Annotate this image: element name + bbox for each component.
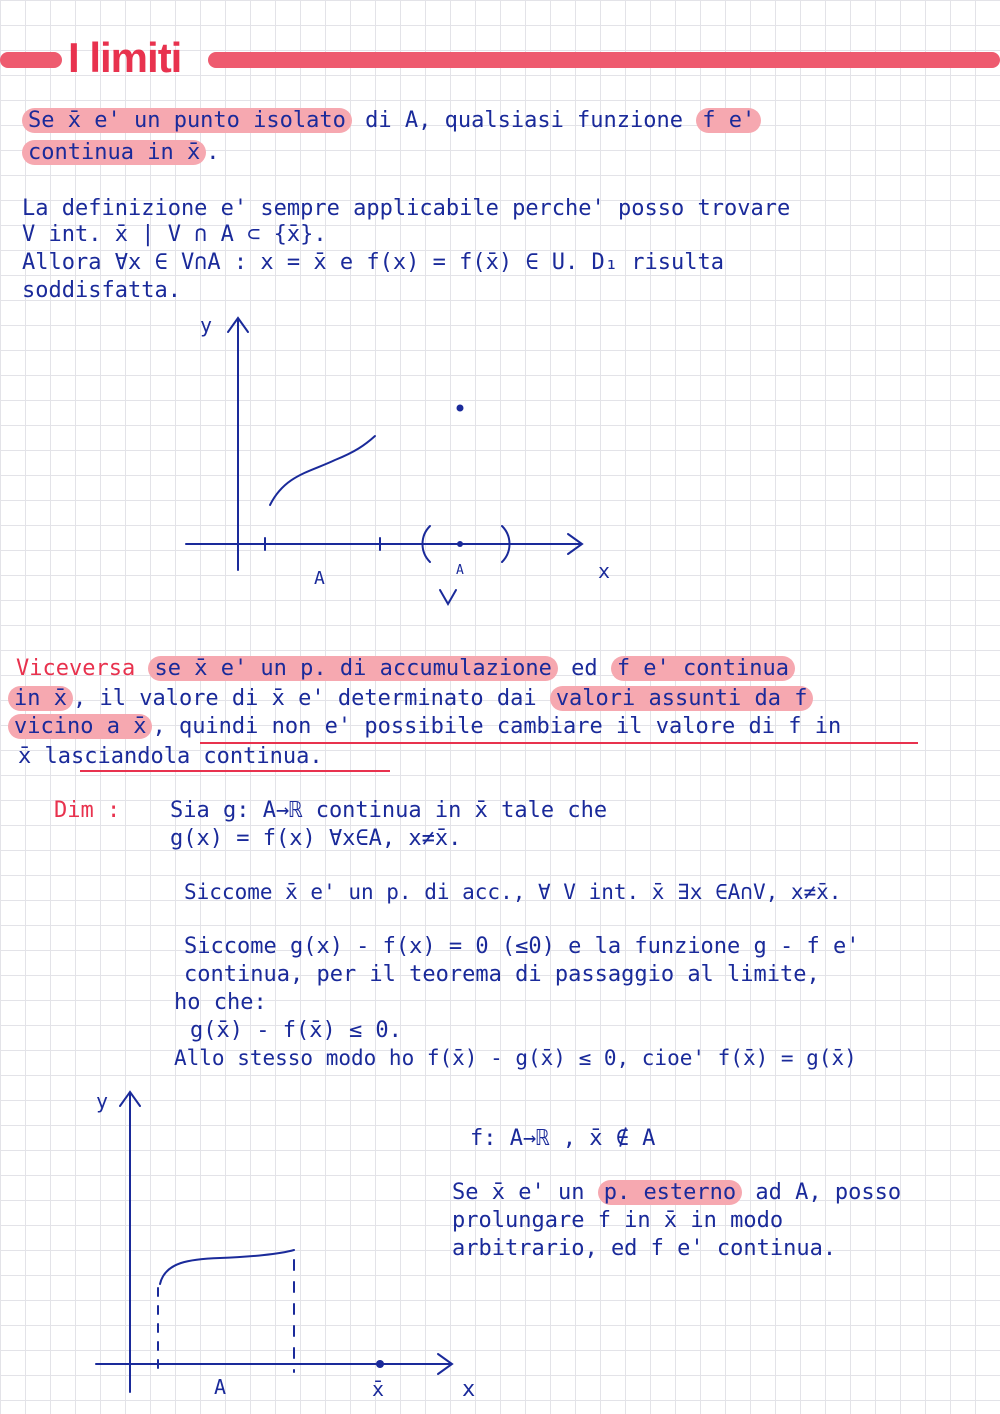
dim-line7: g(x̄) - f(x̄) ≤ 0. [190, 1018, 402, 1043]
para1-line2 [22, 140, 219, 165]
para3-line4: x̄ lasciandola continua. [18, 744, 323, 769]
para3-underline-2 [80, 770, 390, 772]
para2-line4: soddisfatta. [22, 278, 181, 303]
para4-text-b: ad A, posso [742, 1180, 902, 1205]
para4-highlight: p. esterno [598, 1180, 742, 1205]
para1-highlight-2: f e' [696, 108, 761, 133]
dim-line2: g(x) = f(x) ∀x∈A, x≠x̄. [170, 826, 462, 851]
para4-text-a: Se x̄ e' un [452, 1180, 598, 1205]
dim-label: Dim : [54, 798, 121, 823]
para2-line1: La definizione e' sempre applicabile perche' posso trovare [22, 196, 791, 221]
para3-text-2: , il valore di x̄ e' determinato dai [72, 686, 550, 711]
graph1-isolated-point [457, 405, 464, 412]
para3-highlight-3: in x̄ [8, 686, 73, 711]
para3-word-viceversa: Viceversa [16, 656, 136, 681]
para3-highlight-1: se x̄ e' un p. di accumulazione [148, 656, 557, 681]
graph1-v-mark [440, 590, 456, 604]
graph1-y-label: y [200, 313, 213, 337]
dim-line1: Sia g: A→ℝ continua in x̄ tale che [170, 798, 608, 823]
graph2-curve [160, 1250, 294, 1284]
para4-line1: f: A→ℝ , x̄ ∉ A [470, 1126, 656, 1151]
graph2-x-label: x [462, 1377, 476, 1402]
para3-line2 [8, 686, 813, 711]
title-decoration-right [208, 52, 1000, 68]
graph2-xbar-point [376, 1360, 384, 1368]
para1-highlight-1: Se x̄ e' un punto isolato [22, 108, 352, 133]
dim-line4: Siccome g(x) - f(x) = 0 (≤0) e la funzione g - f e' [184, 934, 860, 959]
title-bar [0, 34, 1000, 81]
graph2-xbar-label: x̄ [372, 1377, 385, 1401]
dim-line8: Allo stesso modo ho f(x̄) - g(x̄) ≤ 0, cioe' f(x̄) = g(x̄) [174, 1046, 857, 1070]
graph1-a-label: A [314, 568, 325, 589]
dim-line5: continua, per il teorema di passaggio al limite, [184, 962, 820, 987]
para4-line3: prolungare f in x̄ in modo [452, 1208, 784, 1233]
graph1-point-label: A [456, 563, 464, 578]
para2-line2: V int. x̄ | V ∩ A ⊂ {x̄}. [22, 222, 327, 247]
graph-external-point [0, 1074, 520, 1414]
para4-line4: arbitrario, ed f e' continua. [452, 1236, 837, 1261]
para4-line2 [452, 1180, 901, 1205]
para3-highlight-5: vicino a x̄ [8, 714, 152, 739]
graph1-xbar-point [457, 541, 463, 547]
para3-line3 [8, 714, 841, 739]
title-decoration-left [0, 52, 62, 68]
para3-text-1: ed [557, 656, 611, 681]
page-title: I limiti [68, 34, 182, 81]
graph1-curve [270, 436, 375, 505]
para3-highlight-2: f e' continua [611, 656, 795, 681]
para3-text-3: , quindi non e' possibile cambiare il valore di f in [152, 714, 842, 739]
dim-line6: ho che: [174, 990, 267, 1015]
graph-isolated-point [0, 300, 1000, 620]
graph2-y-label: y [96, 1089, 109, 1113]
para1-line1 [22, 108, 761, 133]
dim-line3: Siccome x̄ e' un p. di acc., ∀ V int. x̄ ∃x ∈A∩V, x≠x̄. [184, 880, 842, 904]
graph1-x-label: x [598, 559, 611, 583]
para1-text-2: . [206, 140, 220, 165]
para1-highlight-3: continua in x̄ [22, 140, 206, 165]
para3-highlight-4: valori assunti da f [550, 686, 814, 711]
para2-line3: Allora ∀x ∈ V∩A : x = x̄ e f(x) = f(x̄) ∈ U. D₁ risulta [22, 250, 724, 275]
graph2-a-label: A [214, 1375, 227, 1399]
para3-line1 [16, 656, 795, 681]
para1-text-1: di A, qualsiasi funzione [351, 108, 697, 133]
